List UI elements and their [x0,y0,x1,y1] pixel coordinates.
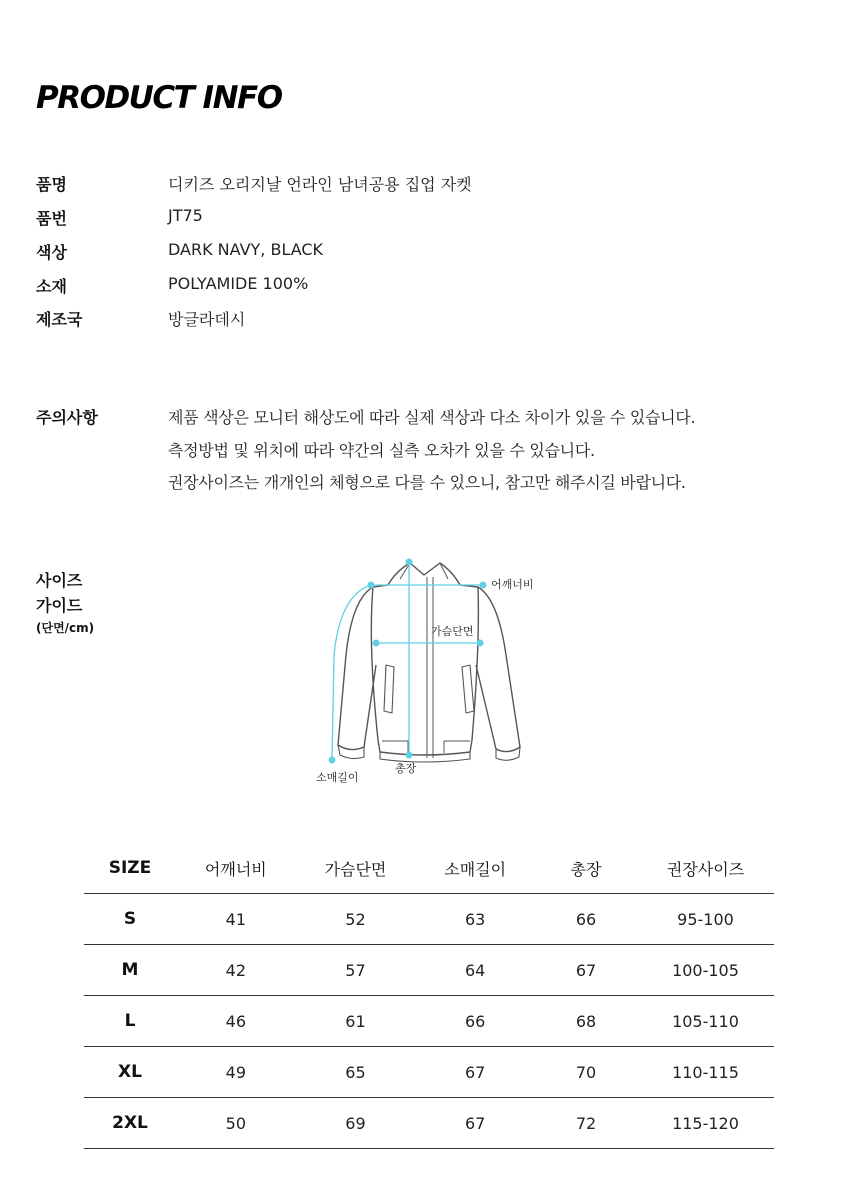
size-table [84,843,774,1149]
shoulder-label: 어깨너비 [491,578,534,591]
size-guide-label-line: 사이즈 [36,571,83,590]
jacket-outline-icon [338,563,520,762]
info-value: POLYAMIDE 100% [168,274,309,293]
table-cell: 100-105 [637,945,774,996]
column-header: 소매길이 [415,843,535,894]
sleeve-measure-line [332,585,371,760]
table-row [84,1098,774,1149]
table-cell: 52 [296,894,416,945]
measure-dot [329,757,335,763]
notice-line: 측정방법 및 위치에 따라 약간의 실측 오차가 있을 수 있습니다. [168,441,595,460]
table-cell: 49 [176,1047,296,1098]
size-guide-label-line: 가이드 [36,596,83,615]
size-guide-unit: (단면/cm) [36,621,95,635]
size-cell: XL [84,1047,176,1098]
table-cell: 105-110 [637,996,774,1047]
table-cell: 115-120 [637,1098,774,1149]
column-header: 어깨너비 [176,843,296,894]
table-cell: 41 [176,894,296,945]
table-cell: 50 [176,1098,296,1149]
length-label: 총장 [395,762,417,775]
table-cell: 46 [176,996,296,1047]
table-cell: 95-100 [637,894,774,945]
measure-dot [406,559,412,565]
table-cell: 110-115 [637,1047,774,1098]
info-label: 품명 [36,175,67,194]
table-row [84,996,774,1047]
size-cell: 2XL [84,1098,176,1149]
table-cell: 66 [535,894,637,945]
table-header-row [84,843,774,894]
table-cell: 67 [415,1047,535,1098]
table-cell: 64 [415,945,535,996]
page-title: PRODUCT INFO [36,80,282,116]
table-cell: 42 [176,945,296,996]
table-cell: 70 [535,1047,637,1098]
column-header: SIZE [84,843,176,894]
size-cell: L [84,996,176,1047]
info-label: 제조국 [36,310,83,329]
measure-dot [373,640,379,646]
measure-dot [406,752,412,758]
jacket-diagram [300,555,560,790]
measure-dot [480,582,486,588]
column-header: 가슴단면 [296,843,416,894]
table-cell: 69 [296,1098,416,1149]
info-value: 방글라데시 [168,310,246,329]
size-cell: S [84,894,176,945]
table-row [84,894,774,945]
chest-label: 가슴단면 [431,625,474,638]
notice-line: 제품 색상은 모니터 해상도에 따라 실제 색상과 다소 차이가 있을 수 있습니다. [168,408,696,427]
info-value: 디키즈 오리지날 언라인 남녀공용 집업 자켓 [168,175,472,194]
info-label: 품번 [36,209,67,228]
size-cell: M [84,945,176,996]
table-cell: 66 [415,996,535,1047]
table-cell: 65 [296,1047,416,1098]
table-cell: 67 [535,945,637,996]
table-cell: 67 [415,1098,535,1149]
table-cell: 68 [535,996,637,1047]
table-cell: 57 [296,945,416,996]
notice-line: 권장사이즈는 개개인의 체형으로 다를 수 있으니, 참고만 해주시길 바랍니다. [168,473,686,492]
table-cell: 63 [415,894,535,945]
table-cell: 72 [535,1098,637,1149]
info-label: 색상 [36,243,67,262]
sleeve-label: 소매길이 [316,771,359,784]
measure-lines [329,559,486,763]
measure-dot [477,640,483,646]
table-row [84,1047,774,1098]
info-value: DARK NAVY, BLACK [168,240,324,259]
column-header: 권장사이즈 [637,843,774,894]
notice-label: 주의사항 [36,408,98,427]
table-row [84,945,774,996]
table-cell: 61 [296,996,416,1047]
column-header: 총장 [535,843,637,894]
info-label: 소재 [36,277,67,296]
info-value: JT75 [168,206,203,225]
size-guide-label [36,568,82,618]
